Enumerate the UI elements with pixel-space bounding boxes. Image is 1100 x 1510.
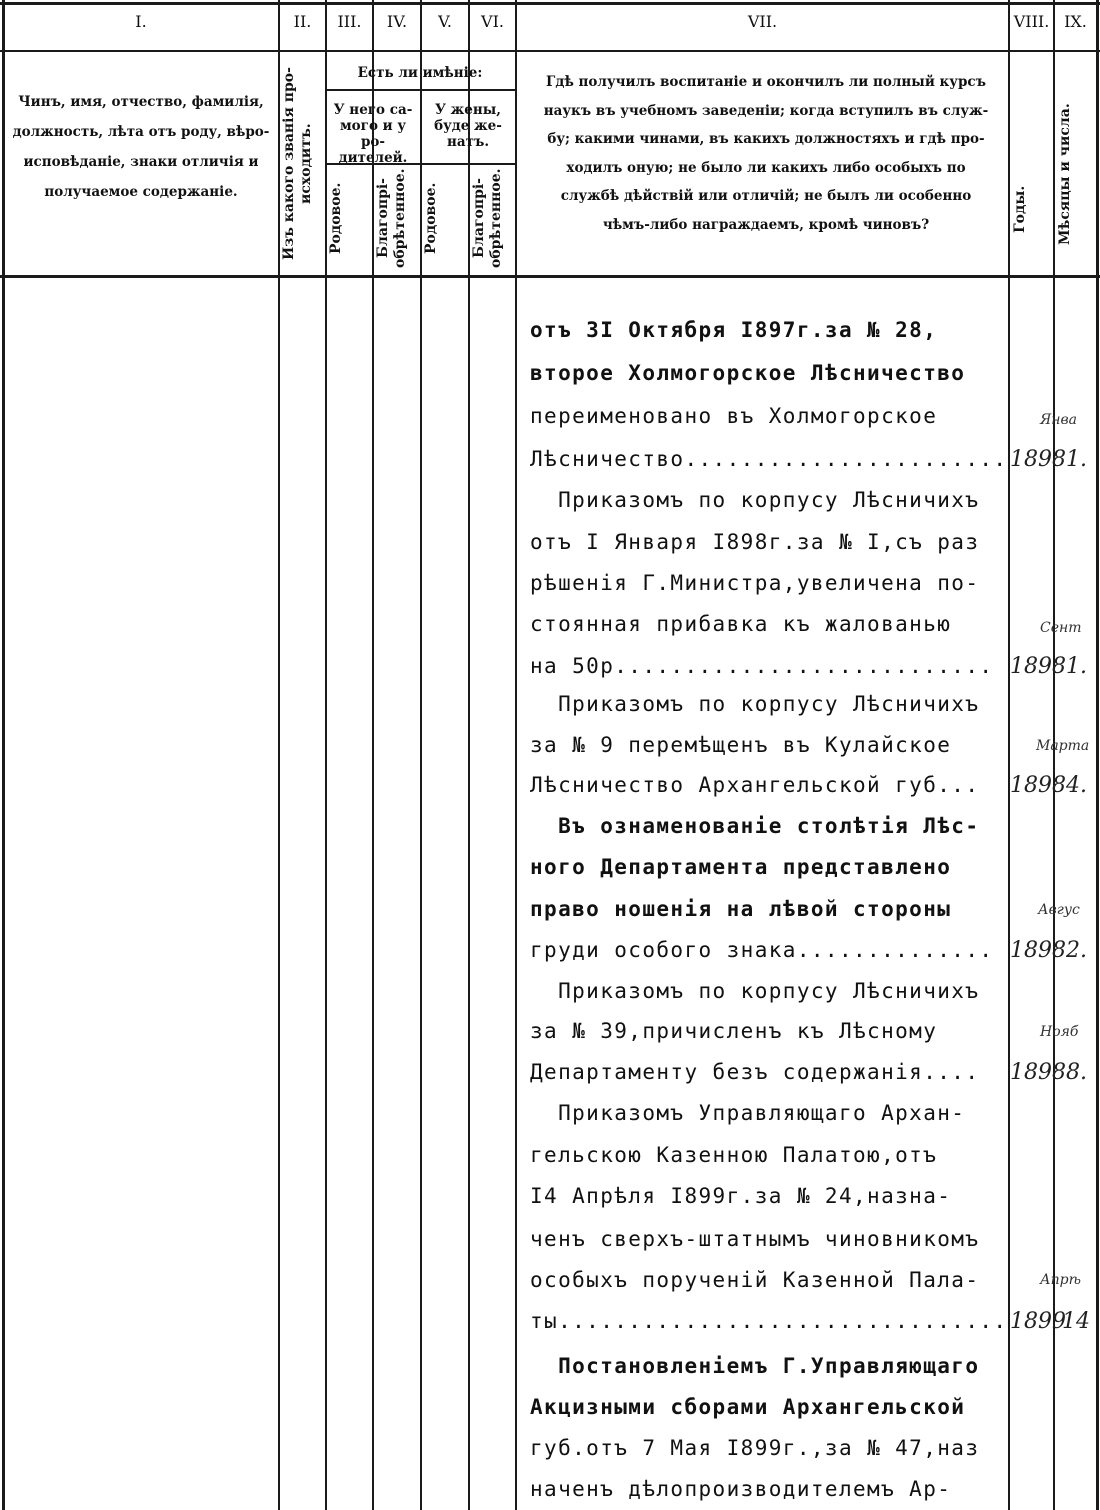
col7-header-line: ходилъ оную; не было ли какихъ либо особыхъ по xyxy=(566,159,966,176)
body-line: на 50р........................... xyxy=(530,654,994,678)
col7-header-line: бу; какими чинами, въ какихъ должностяхъ и гдѣ про- xyxy=(547,131,985,147)
col4-blago: Благопрі-обрѣтенное. xyxy=(375,168,408,268)
body-line: ченъ сверхъ-штатнымъ чиновникомъ xyxy=(530,1227,980,1251)
handwritten-year: 1898 xyxy=(1010,447,1066,472)
column-divider xyxy=(468,0,470,1510)
own-estate-line: мого и у ро- xyxy=(339,118,407,150)
wife-estate-line: буде же- xyxy=(434,118,502,134)
wife-estate-line: натъ. xyxy=(446,134,490,150)
body-line: стоянная прибавка къ жалованью xyxy=(530,612,952,636)
col6-blago: Благопрі-обрѣтенное. xyxy=(471,168,504,268)
column-divider xyxy=(325,0,327,1510)
column-divider xyxy=(1096,0,1099,1510)
handwritten-month: Авгус xyxy=(1038,902,1080,918)
col-number-7: VII. xyxy=(747,12,778,31)
col-number-9: IX. xyxy=(1064,12,1087,31)
col5-rodovoe: Родовое. xyxy=(423,182,439,254)
wife-estate-line: У жены, xyxy=(435,102,501,118)
own-estate-header xyxy=(326,102,420,166)
handwritten-month: Апрѣ xyxy=(1040,1272,1081,1288)
body-line: за № 39,причисленъ къ Лѣсному xyxy=(530,1019,938,1043)
col7-header xyxy=(527,68,1005,239)
col2-header: Изъ какого званія про-исходитъ. xyxy=(281,67,314,261)
col1-header-line: получаемое содержаніе. xyxy=(44,184,238,200)
column-divider xyxy=(515,0,517,1510)
handwritten-day: 14 xyxy=(1062,1309,1090,1334)
own-estate-line: У него са- xyxy=(333,102,413,118)
estate-header: Есть ли имѣніе: xyxy=(357,65,483,81)
body-line: Приказомъ по корпусу Лѣсничихъ xyxy=(530,692,980,716)
handwritten-year: 1899 xyxy=(1010,1309,1066,1334)
body-line: отъ I Января I898г.за № I,съ раз xyxy=(530,530,980,554)
body-line: гельскою Казенною Палатою,отъ xyxy=(530,1143,938,1167)
wife-estate-header xyxy=(421,102,515,150)
col7-header-line: службѣ дѣйствій или отличій; не былъ ли особенно xyxy=(560,188,972,204)
own-estate-line: дителей. xyxy=(338,150,408,166)
body-line: Акцизными сборами Архангельской xyxy=(530,1395,966,1419)
body-line: Приказомъ по корпусу Лѣсничихъ xyxy=(530,488,980,512)
col-number-3: III. xyxy=(337,12,362,31)
estate-subheader-rule xyxy=(326,89,515,91)
handwritten-day: 1. xyxy=(1066,654,1087,679)
body-line: Приказомъ по корпусу Лѣсничихъ xyxy=(530,979,980,1003)
handwritten-month: Янва xyxy=(1040,412,1078,428)
col7-header-line: чѣмъ-либо награждаемъ, кромѣ чиновъ? xyxy=(602,216,930,233)
handwritten-day: 1. xyxy=(1066,447,1087,472)
body-line: Постановленіемъ Г.Управляющаго xyxy=(530,1354,980,1378)
col1-header-line: должность, лѣта отъ роду, вѣро- xyxy=(12,124,270,140)
body-line: особыхъ порученій Казенной Пала- xyxy=(530,1268,980,1292)
column-divider xyxy=(278,0,280,1510)
body-line: право ношенія на лѣвой стороны xyxy=(530,897,952,921)
handwritten-day: 4. xyxy=(1066,773,1087,798)
col1-header-line: Чинъ, имя, отчество, фамилія, xyxy=(18,94,264,110)
column-divider xyxy=(372,0,374,1510)
handwritten-month: Нояб xyxy=(1040,1024,1079,1040)
col9-header: Мѣсяцы и числа. xyxy=(1057,103,1073,245)
col1-header xyxy=(6,87,276,207)
col7-header-line: наукъ въ учебномъ заведеніи; когда вступилъ въ служ- xyxy=(543,102,989,119)
col-number-8: VIII. xyxy=(1013,12,1050,31)
body-line: за № 9 перемѣщенъ въ Кулайское xyxy=(530,733,952,757)
col-number-6: VI. xyxy=(481,12,504,31)
col3-rodovoe: Родовое. xyxy=(328,182,344,254)
column-divider xyxy=(2,0,5,1510)
body-line: переименовано въ Холмогорское xyxy=(530,404,938,428)
handwritten-year: 1898 xyxy=(1010,773,1066,798)
body-line: I4 Апрѣля I899г.за № 24,назна- xyxy=(530,1184,952,1208)
handwritten-year: 1898 xyxy=(1010,1060,1066,1085)
handwritten-month: Сент xyxy=(1040,620,1082,636)
body-line: Приказомъ Управляющаго Архан- xyxy=(530,1101,966,1125)
body-line: губ.отъ 7 Мая I899г.,за № 47,наз xyxy=(530,1436,980,1460)
body-line: ного Департамента представлено xyxy=(530,855,952,879)
handwritten-year: 1898 xyxy=(1010,654,1066,679)
col-number-1: I. xyxy=(135,12,147,31)
body-line: Департаменту безъ содержанія.... xyxy=(530,1060,980,1084)
body-line: Въ ознаменованіе столѣтія Лѣс- xyxy=(530,814,980,838)
col1-header-line: исповѣданіе, знаки отличія и xyxy=(23,154,259,170)
body-line: Лѣсничество Архангельской губ... xyxy=(530,773,980,797)
handwritten-year: 1898 xyxy=(1010,938,1066,963)
col-number-4: IV. xyxy=(386,12,408,31)
handwritten-day: 8. xyxy=(1066,1060,1087,1085)
header-bottom-rule xyxy=(0,275,1100,278)
body-line: груди особого знака.............. xyxy=(530,938,994,962)
handwritten-month: Марта xyxy=(1036,738,1090,754)
body-line: второе Холмогорское Лѣсничество xyxy=(530,361,966,385)
handwritten-day: 2. xyxy=(1066,938,1087,963)
body-line: наченъ дѣлопроизводителемъ Ар- xyxy=(530,1477,952,1501)
top-border xyxy=(0,2,1100,5)
body-line: рѣшенія Г.Министра,увеличена по- xyxy=(530,571,980,595)
body-line: Лѣсничество....................... xyxy=(530,447,1008,471)
col-number-5: V. xyxy=(438,12,452,31)
col-number-2: II. xyxy=(293,12,312,31)
body-line: ты................................ xyxy=(530,1309,1008,1333)
body-line: отъ 3I Октября I897г.за № 28, xyxy=(530,318,938,342)
header-number-row-rule xyxy=(0,50,1100,52)
col8-header: Годы. xyxy=(1012,185,1028,233)
column-divider xyxy=(1008,0,1010,1510)
col7-header-line: Гдѣ получилъ воспитаніе и окончилъ ли полный курсъ xyxy=(546,74,986,90)
column-divider xyxy=(420,0,422,1510)
